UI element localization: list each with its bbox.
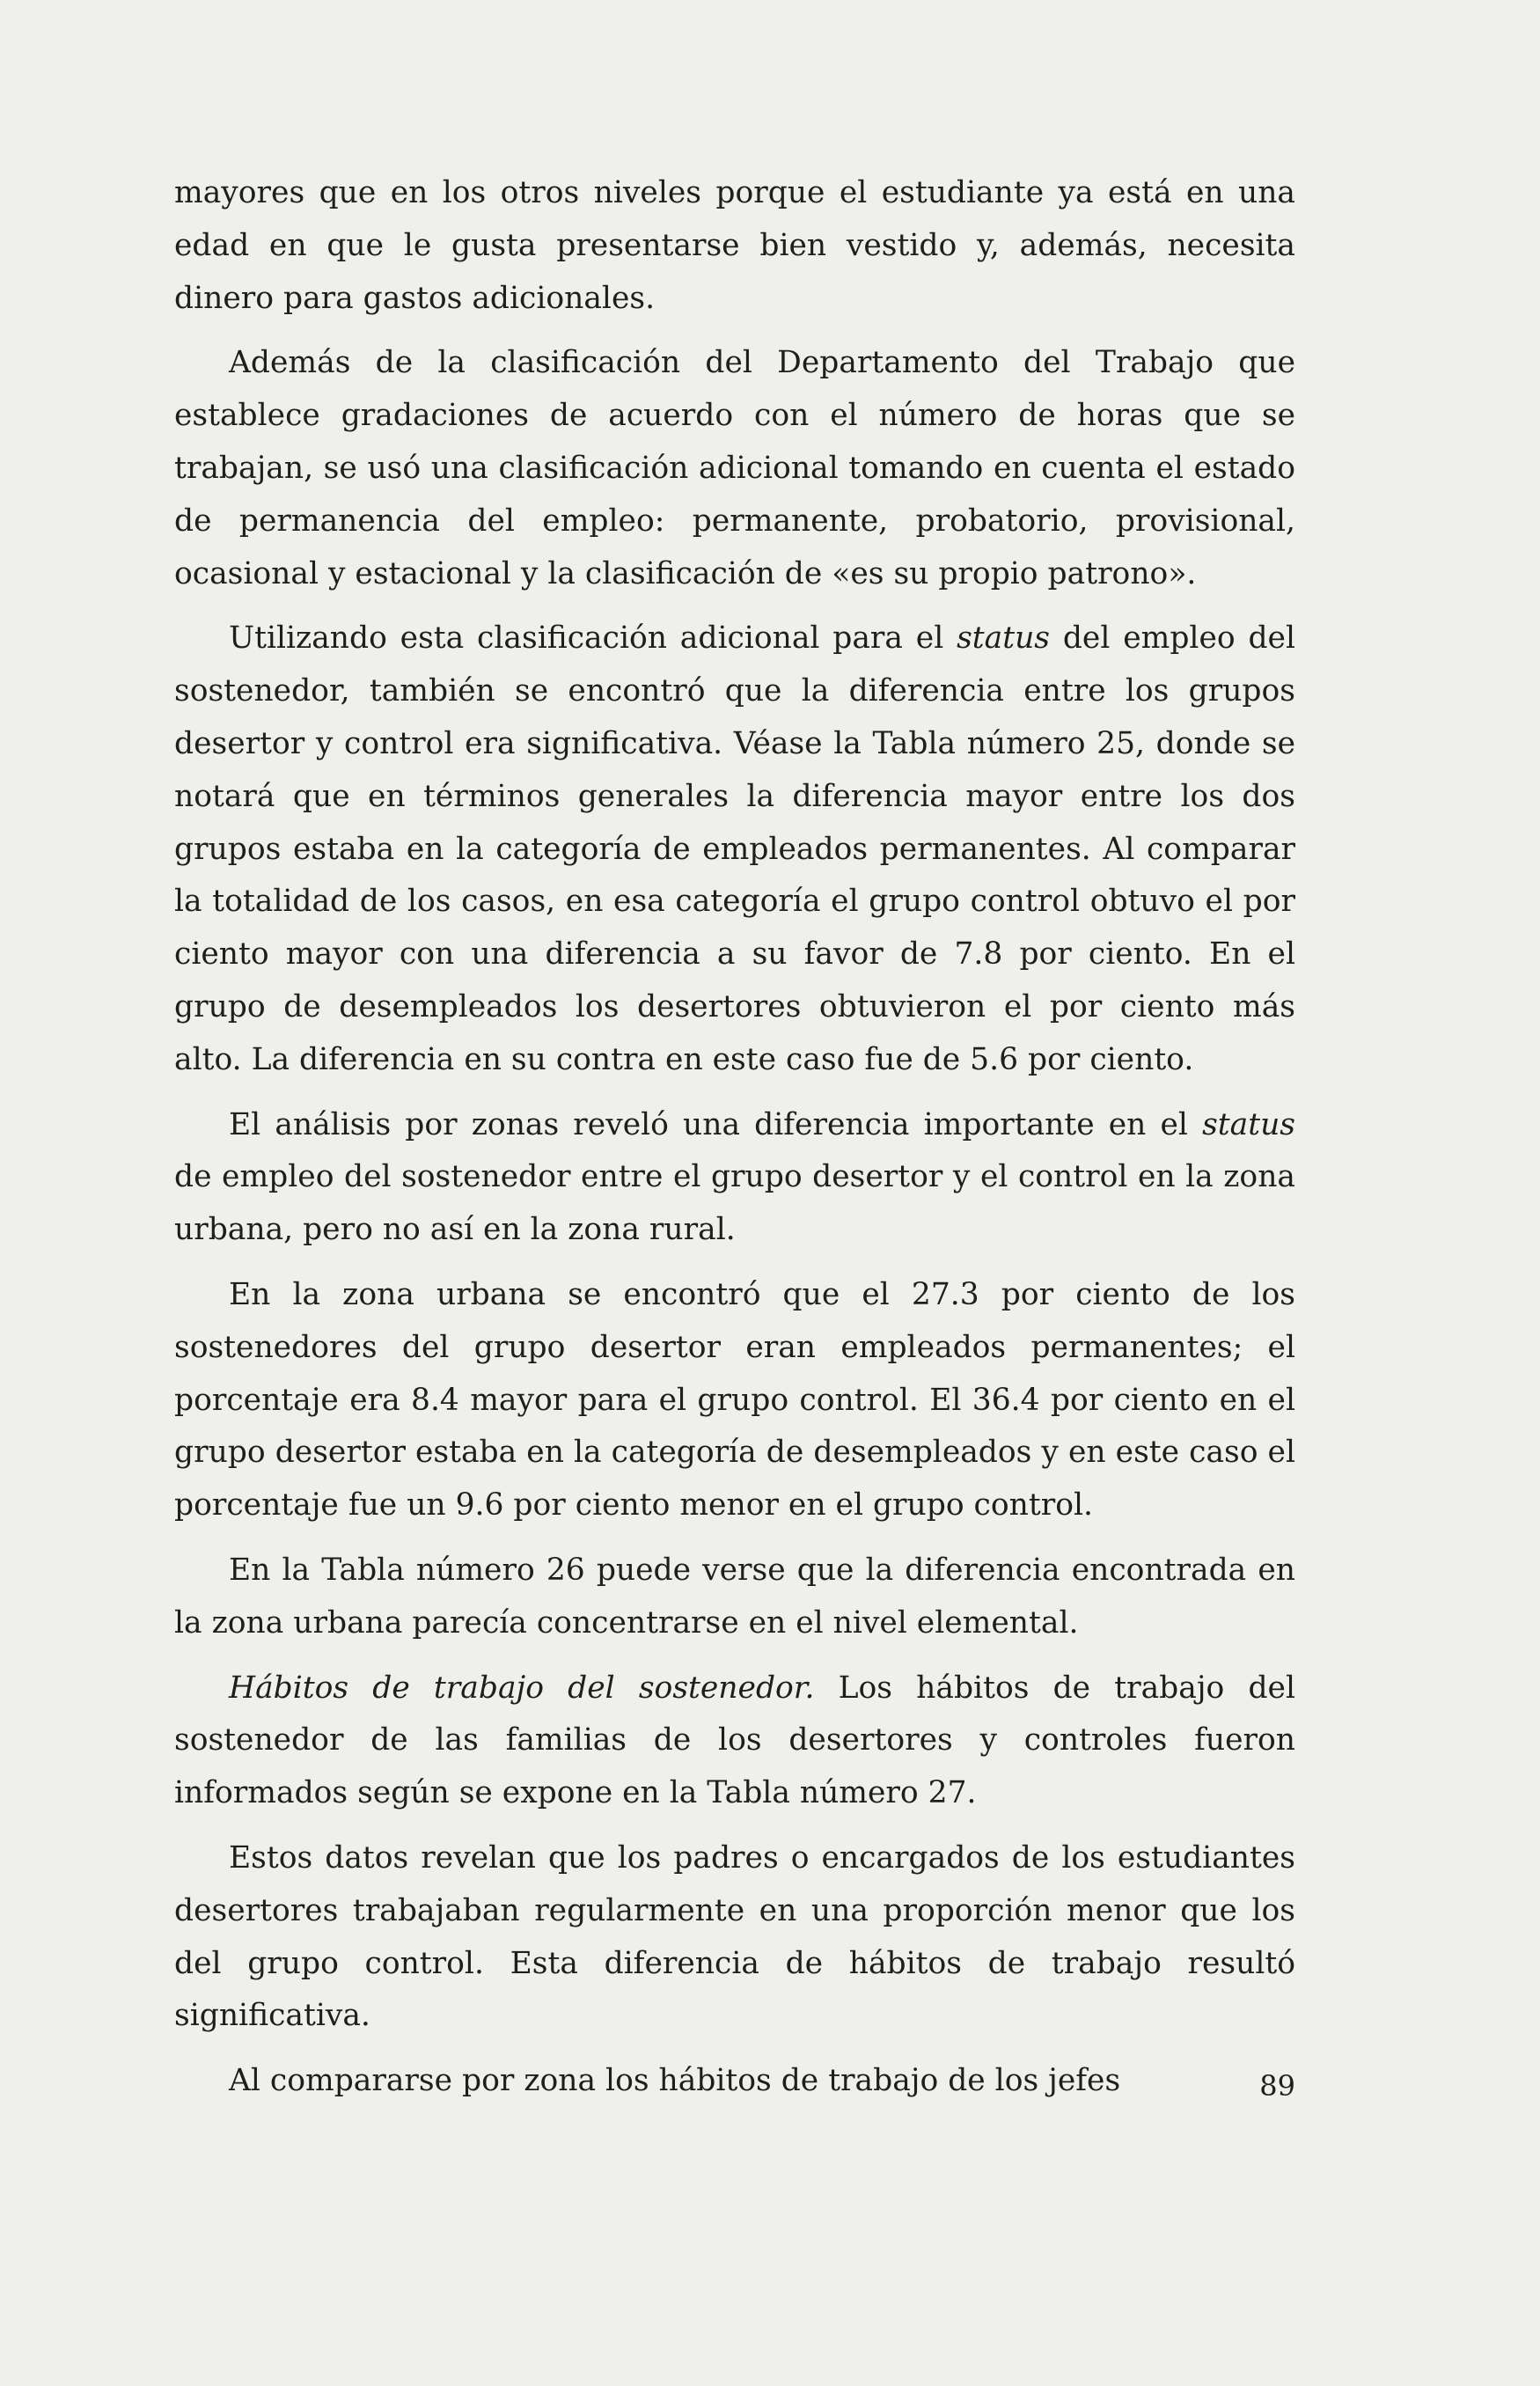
paragraph-3-text-a: Utilizando esta clasificación adicional para el [229, 620, 957, 657]
paragraph-7 [174, 1663, 1295, 1820]
paragraph-9-text: Al compararse por zona los hábitos de trabajo de los jefes [229, 2063, 1121, 2099]
paragraph-7-text: Los hábitos de trabajo del sostenedor de las familias de los desertores y controles fueron informados según se expone en la Tabla número 27. [174, 1670, 1295, 1811]
paragraph-3 [174, 613, 1295, 1086]
body-text [174, 167, 1295, 2108]
section-heading: Hábitos de trabajo del sostenedor. [229, 1670, 815, 1706]
paragraph-5-text: En la zona urbana se encontró que el 27.3 por ciento de los sostenedores del grupo desertor eran empleados permanentes; el porcentaje era 8.4 mayor para el grupo control. El 36.4 por ciento en el grupo desertor estaba en la categoría de desempleados y en este caso el porcentaje fue un 9.6 por ciento menor en el grupo control. [174, 1276, 1295, 1523]
paragraph-6-text: En la Tabla número 26 puede verse que la diferencia encontrada en la zona urbana parecía concentrarse en el nivel elemental. [174, 1552, 1295, 1641]
paragraph-8 [174, 1832, 1295, 2043]
status-term: status [1202, 1106, 1295, 1142]
paragraph-1-text: mayores que en los otros niveles porque el estudiante ya está en una edad en que le gusta presentarse bien vestido y, además, necesita dinero para gastos adicionales. [174, 175, 1295, 316]
paragraph-2-text: Además de la clasificación del Departamento del Trabajo que establece gradaciones de acuerdo con el número de horas que se trabajan, se usó una clasificación adicional tomando en cuenta el estado de permanencia del empleo: permanente, probatorio, provisional, ocasional y estacional y la clasificación de «es su propio patrono». [174, 345, 1295, 591]
paragraph-2 [174, 337, 1295, 600]
paragraph-5 [174, 1269, 1295, 1532]
paragraph-4-text-a: El análisis por zonas reveló una diferencia importante en el [229, 1106, 1203, 1142]
paragraph-3-text-b: del empleo del sostenedor, también se encontró que la diferencia entre los grupos desertor y control era significativa. Véase la Tabla número 25, donde se notará que en términos generales la diferencia mayor entre los dos grupos estaba en la categoría de empleados permanentes. Al comparar la totalidad de los casos, en esa categoría el grupo control obtuvo el por ciento mayor con una diferencia a su favor de 7.8 por ciento. En el grupo de desempleados los desertores obtuvieron el por ciento más alto. La diferencia en su contra en este caso fue de 5.6 por ciento. [174, 620, 1295, 1077]
paragraph-1 [174, 167, 1295, 325]
paragraph-4-text-b: de empleo del sostenedor entre el grupo desertor y el control en la zona urbana, pero no así en la zona rural. [174, 1159, 1295, 1248]
page-number: 89 [1259, 2069, 1295, 2103]
paragraph-6 [174, 1545, 1295, 1650]
paragraph-9 [174, 2055, 1295, 2108]
paragraph-8-text: Estos datos revelan que los padres o encargados de los estudiantes desertores trabajaban regularmente en una proporción menor que los del grupo control. Esta diferencia de hábitos de trabajo resultó significativa. [174, 1839, 1295, 2034]
paragraph-4 [174, 1099, 1295, 1257]
status-term: status [957, 620, 1051, 657]
